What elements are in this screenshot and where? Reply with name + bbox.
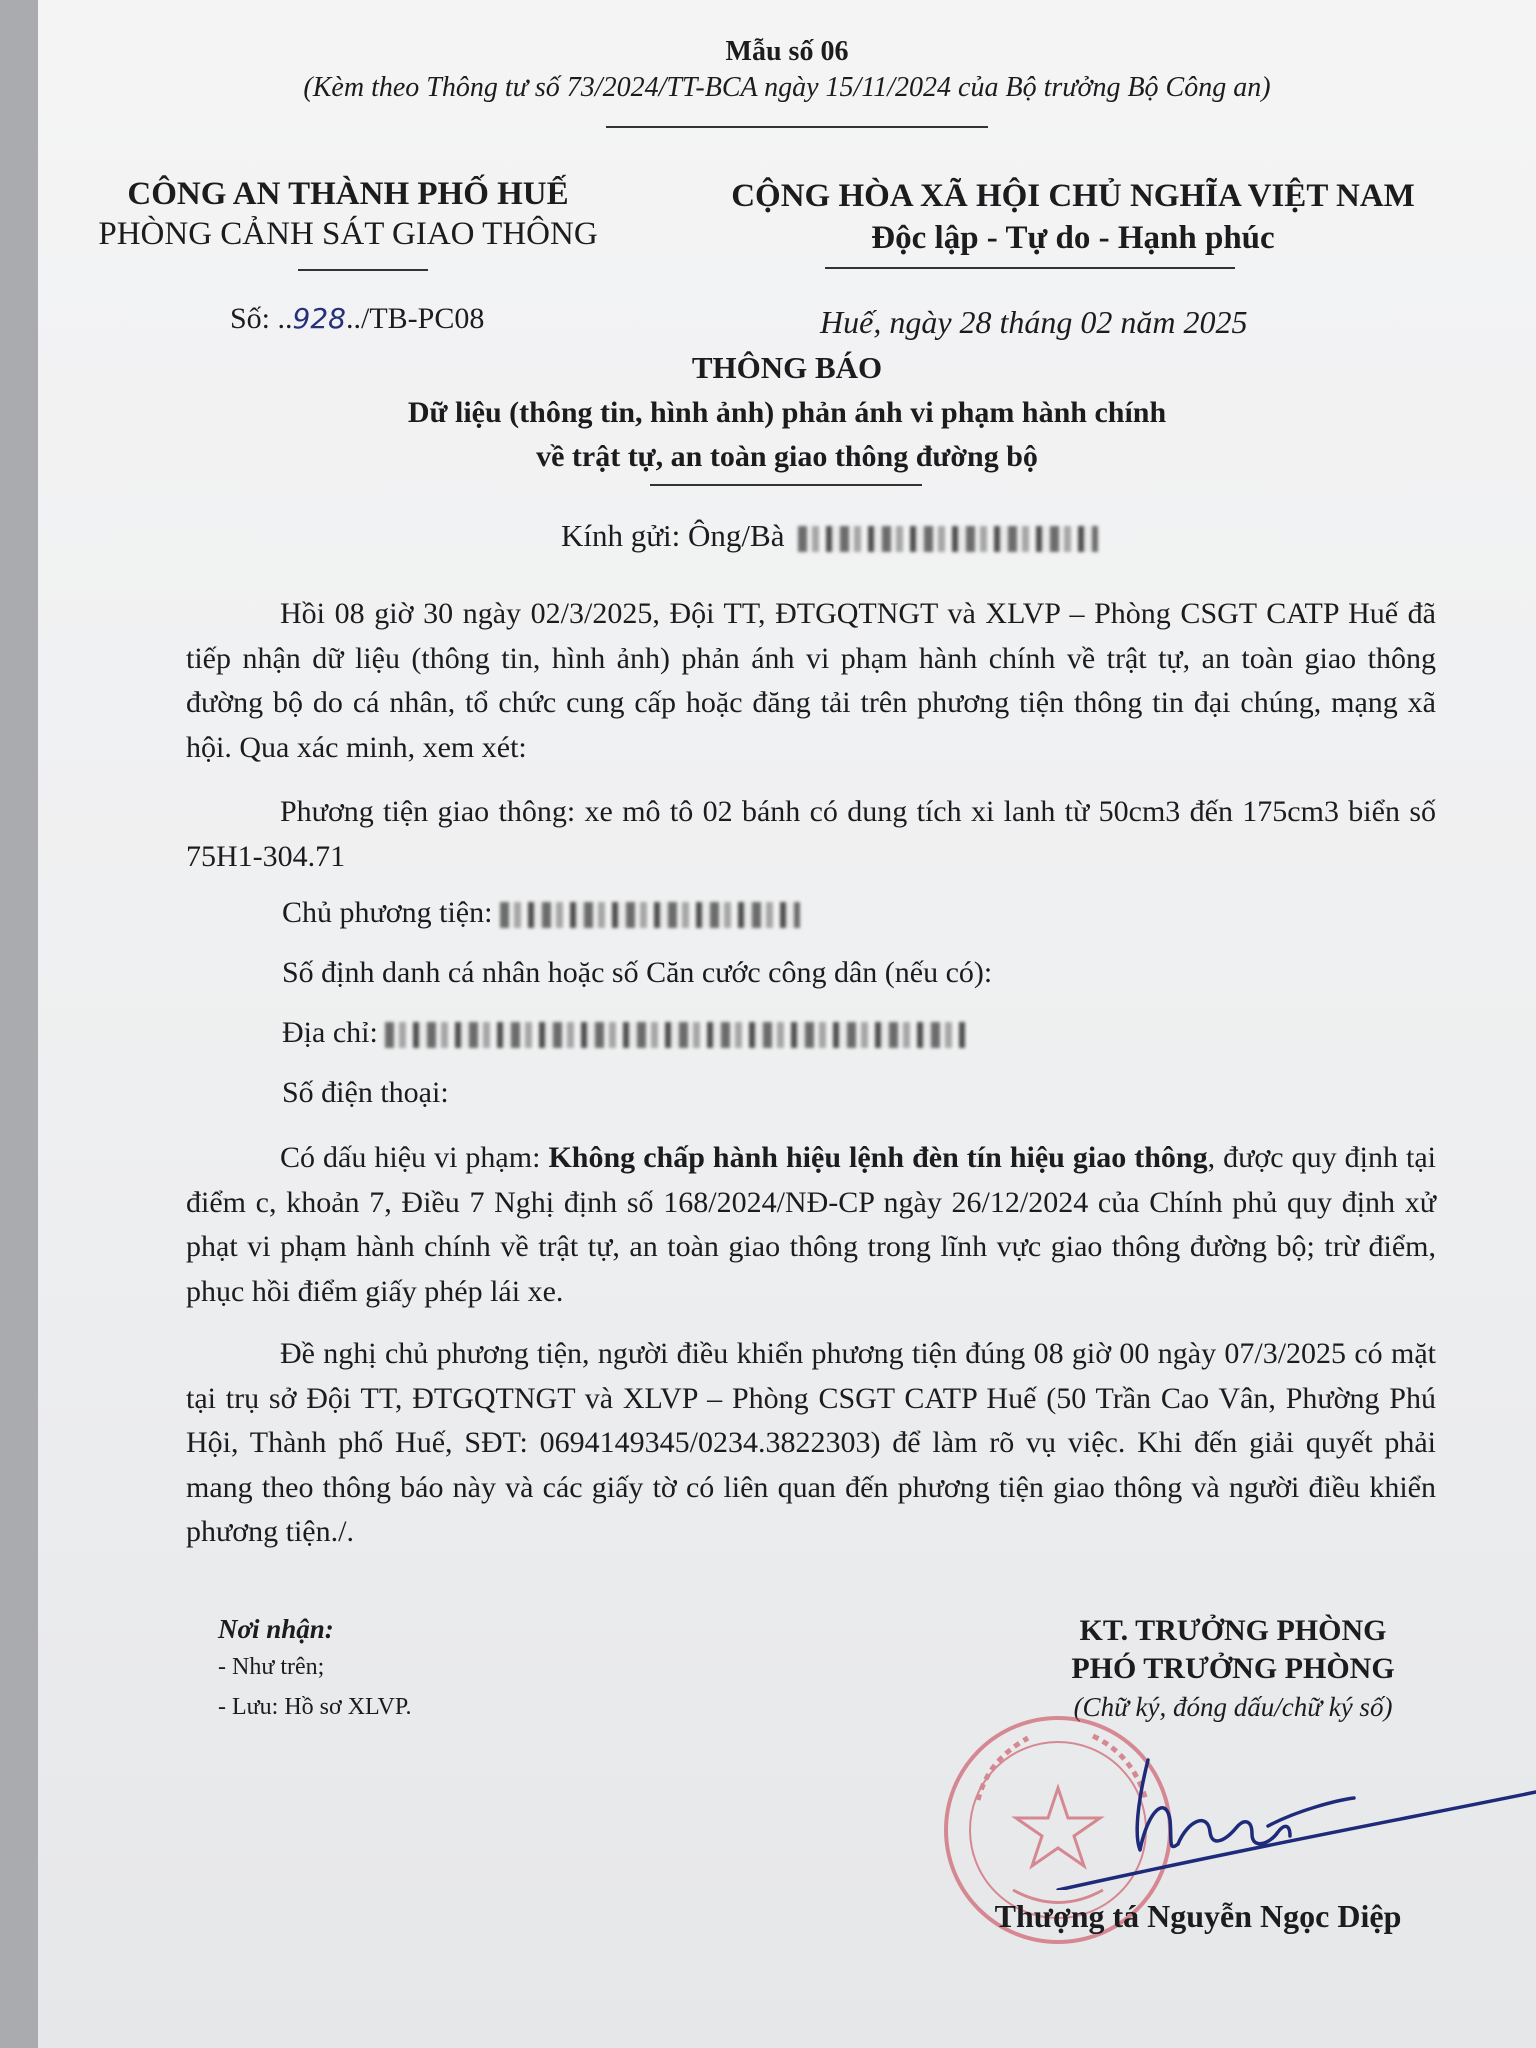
document-page [38,0,1536,2048]
recipients-label: Nơi nhận: [218,1614,334,1644]
violation-rest: , được quy định tại điểm c, khoản 7, Điều 7 Nghị định số 168/2024/NĐ-CP ngày 26/12/2024 của Chính phủ quy định xử phạt vi phạm hành chính về trật tự, an toàn giao thông trong lĩnh vực giao thông đường bộ; trừ điểm, phục hồi điểm giấy phép lái xe. [186,1141,1437,1308]
recipient-line [561,518,1098,554]
form-attached-note: (Kèm theo Thông tư số 73/2024/TT-BCA ngày 15/11/2024 của Bộ trưởng Bộ Công an) [303,72,1271,103]
phone-label: Số điện thoại: [282,1076,449,1109]
signature-note: (Chữ ký, đóng dấu/chữ ký số) [1073,1692,1393,1722]
intro-text: Hồi 08 giờ 30 ngày 02/3/2025, Đội TT, ĐTGQTNGT và XLVP – Phòng CSGT CATP Huế đã tiếp nhận dữ liệu (thông tin, hình ảnh) phản ánh vi phạm hành chính về trật tự, an toàn giao thông đường bộ do cá nhân, tổ chức cung cấp hoặc đăng tải trên phương tiện thông tin đại chúng, mạng xã hội. Qua xác minh, xem xét: [186,597,1436,764]
recipient-label: Kính gửi: Ông/Bà [561,518,785,553]
notice-subtitle-1: Dữ liệu (thông tin, hình ảnh) phản ánh vi phạm hành chính [407,396,1167,429]
agency-line2: PHÒNG CẢNH SÁT GIAO THÔNG [98,216,598,252]
intro-paragraph [186,592,1436,770]
agency-line1: CÔNG AN THÀNH PHỐ HUẾ [127,176,569,212]
request-paragraph [186,1332,1436,1555]
doc-no-handwritten: 928 [292,302,346,335]
redacted-owner-name [500,902,800,928]
address-field [282,1016,965,1050]
request-text: Đề nghị chủ phương tiện, người điều khiển phương tiện đúng 08 giờ 00 ngày 07/3/2025 có mặt tại trụ sở Đội TT, ĐTGQTNGT và XLVP – Phòng CSGT CATP Huế (50 Trần Cao Vân, Phường Phú Hội, Thành phố Huế, SĐT: 0694149345/0234.3822303) để làm rõ vụ việc. Khi đến giải quyết phải mang theo thông báo này và các giấy tờ có liên quan đến phương tiện giao thông và người điều khiển phương tiện./. [186,1337,1436,1548]
agency-rule [298,269,428,271]
motto: Độc lập - Tự do - Hạnh phúc [871,220,1275,256]
owner-label: Chủ phương tiện: [282,896,493,929]
handwritten-signature [1038,1740,1536,1890]
address-label: Địa chỉ: [282,1016,378,1049]
recipients-item-1: - Như trên; [218,1654,325,1680]
motto-rule [825,267,1235,269]
signer-name: Thượng tá Nguyễn Ngọc Diệp [994,1898,1402,1934]
notice-subtitle-2: về trật tự, an toàn giao thông đường bộ [536,440,1038,473]
id-field [282,956,992,990]
vehicle-paragraph [186,790,1436,879]
vehicle-text: Phương tiện giao thông: xe mô tô 02 bánh có dung tích xi lanh từ 50cm3 đến 175cm3 biển số 75H1-304.71 [186,795,1436,873]
form-rule [606,126,988,128]
violation-paragraph [186,1136,1436,1314]
violation-bold: Không chấp hành hiệu lệnh đèn tín hiệu giao thông [548,1141,1208,1174]
violation-prefix: Có dấu hiệu vi phạm: [280,1141,549,1174]
doc-no-prefix: Số: .. [230,302,293,335]
form-number: Mẫu số 06 [725,36,849,67]
nation-title: CỘNG HÒA XÃ HỘI CHỦ NGHĨA VIỆT NAM [731,178,1415,214]
violation-text [186,1136,1436,1314]
notice-title: THÔNG BÁO [691,350,883,385]
title-rule [650,484,922,486]
redacted-recipient-name [798,526,1098,552]
id-label: Số định danh cá nhân hoặc số Căn cước công dân (nếu có): [282,956,993,989]
signature-line1: KT. TRƯỞNG PHÒNG [1079,1614,1387,1647]
document-number [230,302,484,336]
recipients-item-2: - Lưu: Hồ sơ XLVP. [218,1694,412,1720]
signature-line2: PHÓ TRƯỞNG PHÒNG [1071,1652,1395,1685]
phone-field [282,1076,449,1110]
doc-no-suffix: ../TB-PC08 [345,302,485,335]
owner-field [282,896,800,930]
redacted-address [385,1022,965,1048]
place-date: Huế, ngày 28 tháng 02 năm 2025 [820,304,1248,340]
